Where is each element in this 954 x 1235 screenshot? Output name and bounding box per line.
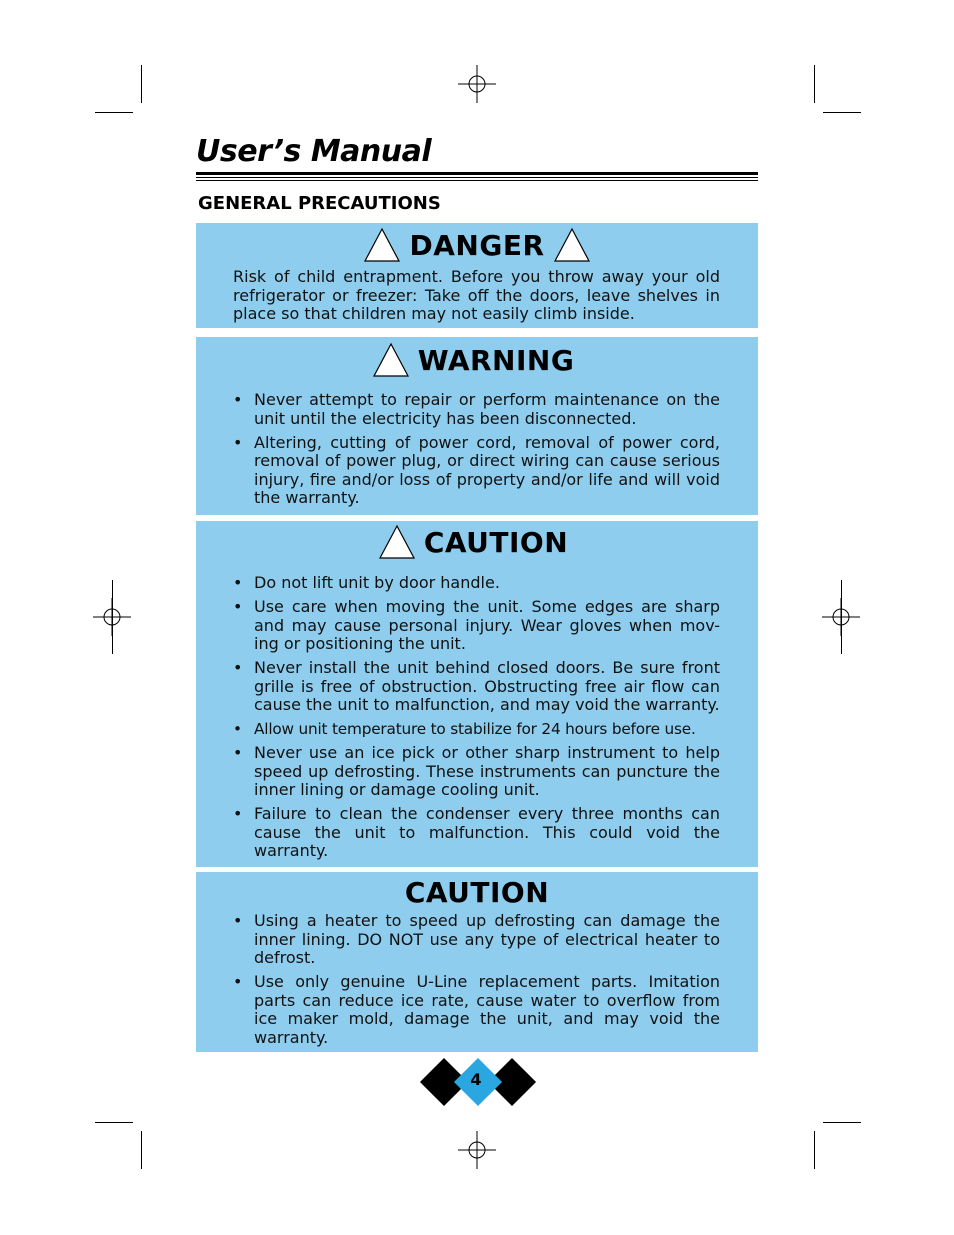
caution-title: CAUTION: [404, 875, 550, 909]
danger-title: DANGER: [409, 228, 545, 262]
caution-list: [233, 574, 720, 866]
manual-title: User’s Manual: [196, 134, 432, 169]
crop-mark: [141, 1131, 142, 1169]
section-heading: GENERAL PRECAUTIONS: [198, 193, 441, 214]
list-item: • Never install the unit behind closed doors. Be sure front grille is free of obstruction. Obstructing free air flow can cause the unit to malfunction, and may void the warranty.: [233, 659, 720, 715]
danger-title-row: [196, 226, 758, 264]
warning-title: WARNING: [417, 343, 575, 377]
caution-list: [233, 912, 720, 1053]
warning-triangle-icon: [372, 342, 410, 378]
danger-panel: [196, 223, 758, 328]
caution-title-row: [196, 523, 758, 561]
danger-text: Risk of child entrapment. Before you throw away your old refrigerator or freezer: Take off the doors, leave shelves in place so that children may not easily climb inside.: [233, 267, 720, 323]
page-number: 4: [470, 1070, 482, 1089]
list-item: • Never use an ice pick or other sharp instrument to help speed up defrosting. These instruments can puncture the inner lining or damage cooling unit.: [233, 744, 720, 800]
crop-mark: [95, 1122, 133, 1123]
warning-list: [233, 391, 720, 513]
list-item: • Do not lift unit by door handle.: [233, 574, 720, 593]
crop-mark: [814, 1131, 815, 1169]
crop-mark: [95, 112, 133, 113]
caution-title-row: [196, 874, 758, 910]
list-item: • Allow unit temperature to stabilize for 24 hours before use.: [233, 720, 720, 739]
registration-mark-icon: [458, 1131, 496, 1169]
list-item: • Using a heater to speed up defrosting can damage the inner lining. DO NOT use any type of electrical heater to defrost.: [233, 912, 720, 968]
caution-panel: [196, 521, 758, 867]
caution-panel-secondary: [196, 872, 758, 1052]
warning-triangle-icon: [553, 227, 591, 263]
warning-triangle-icon: [378, 524, 416, 560]
warning-panel: [196, 337, 758, 515]
warning-title-row: [196, 341, 758, 379]
crop-mark: [814, 65, 815, 103]
title-rule: [196, 172, 758, 175]
registration-mark-icon: [458, 65, 496, 103]
caution-title: CAUTION: [423, 525, 569, 559]
warning-triangle-icon: [363, 227, 401, 263]
title-rule: [196, 177, 758, 178]
list-item: • Use care when moving the unit. Some edges are sharp and may cause personal injury. Wear gloves when mov-ing or positioning the unit.: [233, 598, 720, 654]
crop-mark: [112, 580, 113, 654]
title-rule: [196, 180, 758, 181]
crop-mark: [141, 65, 142, 103]
crop-mark: [823, 1122, 861, 1123]
crop-mark: [841, 580, 842, 654]
list-item: • Failure to clean the condenser every three months can cause the unit to malfunction. This could void the warranty.: [233, 805, 720, 861]
list-item: • Never attempt to repair or perform maintenance on the unit until the electricity has been disconnected.: [233, 391, 720, 428]
list-item: • Use only genuine U-Line replacement parts. Imitation parts can reduce ice rate, cause water to overflow from ice maker mold, damage the unit, and may void the warranty.: [233, 973, 720, 1047]
crop-mark: [823, 112, 861, 113]
list-item: • Altering, cutting of power cord, removal of power cord, removal of power plug, or direct wiring can cause serious injury, fire and/or loss of property and/or life and will void the warranty.: [233, 434, 720, 508]
